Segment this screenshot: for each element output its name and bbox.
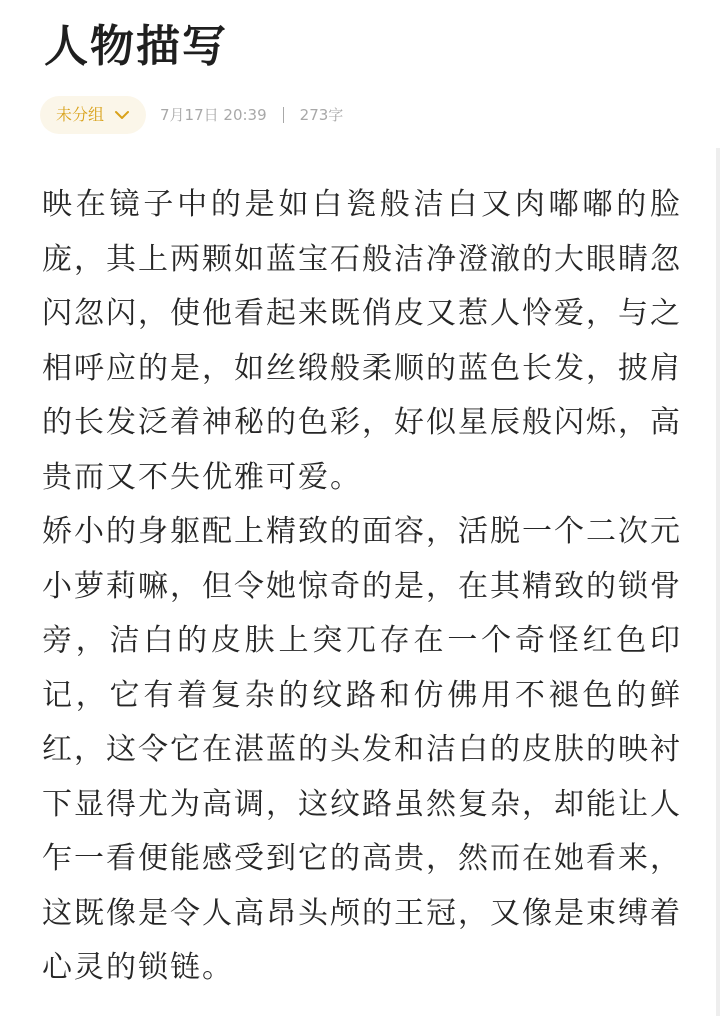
- group-selector-button[interactable]: [40, 96, 146, 134]
- scrollbar[interactable]: [716, 148, 720, 1016]
- meta-divider: [283, 107, 284, 123]
- note-title[interactable]: 人物描写: [44, 21, 228, 72]
- note-paragraph: 映在镜子中的是如白瓷般洁白又肉嘟嘟的脸庞，其上两颗如蓝宝石般洁净澄澈的大眼睛忽闪忽闪，使他看起来既俏皮又惹人怜爱，与之相呼应的是，如丝缎般柔顺的蓝色长发，披肩的长发泛着神秘的色彩，好似星辰般闪烁，高贵而又不失优雅可爱。: [42, 187, 682, 495]
- word-count: 273字: [299, 106, 344, 124]
- note-timestamp: 7月17日 20:39: [160, 106, 267, 124]
- note-meta-bar: [40, 96, 343, 134]
- note-body[interactable]: [42, 178, 682, 996]
- group-label: 未分组: [56, 105, 105, 124]
- note-paragraph: 娇小的身躯配上精致的面容，活脱一个二次元小萝莉嘛，但令她惊奇的是，在其精致的锁骨旁，洁白的皮肤上突兀存在一个奇怪红色印记，它有着复杂的纹路和仿佛用不褪色的鲜红，这令它在湛蓝的头发和洁白的皮肤的映衬下显得尤为高调，这纹路虽然复杂，却能让人乍一看便能感受到它的高贵，然而在她看来，这既像是令人高昂头颅的王冠，又像是束缚着心灵的锁链。: [42, 514, 682, 985]
- chevron-down-icon: [112, 105, 132, 125]
